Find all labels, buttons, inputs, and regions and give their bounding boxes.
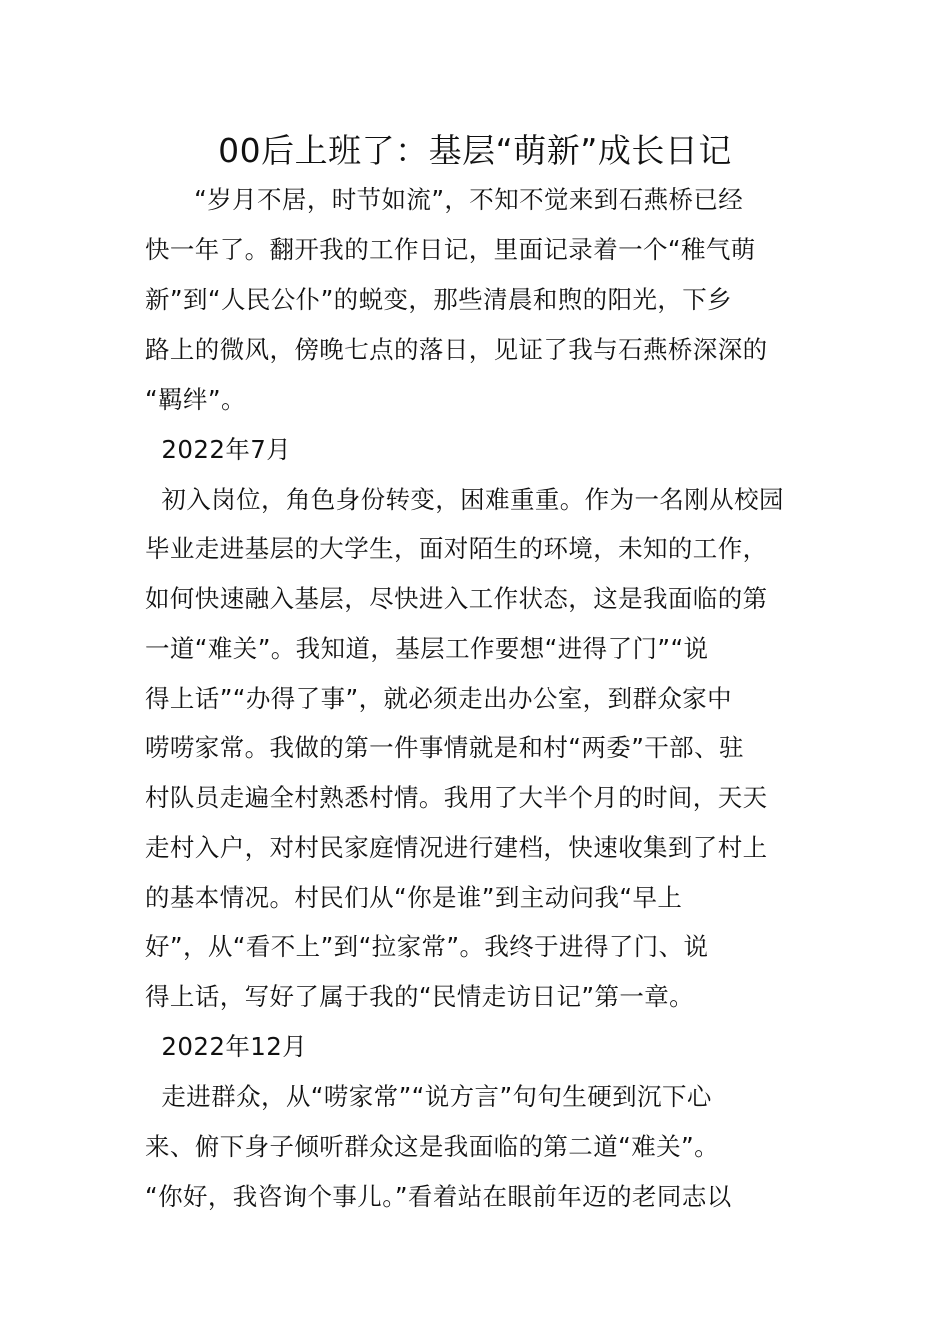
paragraph-line: “羁绊”。 <box>145 385 246 414</box>
date-heading: 2022年12月 <box>145 1032 308 1061</box>
paragraph-line: 快一年了。翻开我的工作日记，里面记录着一个“稚气萌 <box>145 235 756 264</box>
document-title: 00后上班了：基层“萌新”成长日记 <box>218 131 732 170</box>
paragraph-line: 得上话，写好了属于我的“民情走访日记”第一章。 <box>145 982 695 1011</box>
paragraph-line: 村队员走遍全村熟悉村情。我用了大半个月的时间，天天 <box>145 783 768 812</box>
paragraph-line: 的基本情况。村民们从“你是谁”到主动问我“早上 <box>145 883 683 912</box>
paragraph-line: 好”，从“看不上”到“拉家常”。我终于进得了门、说 <box>145 932 709 961</box>
paragraph-line: “你好，我咨询个事儿。”看着站在眼前年迈的老同志以 <box>145 1182 732 1211</box>
paragraph-line: 初入岗位，角色身份转变，困难重重。作为一名刚从校园 <box>145 485 784 514</box>
paragraph-line: “岁月不居，时节如流”，不知不觉来到石燕桥已经 <box>145 185 744 214</box>
paragraph-line: 走村入户，对村民家庭情况进行建档，快速收集到了村上 <box>145 833 768 862</box>
date-heading: 2022年7月 <box>145 435 292 464</box>
paragraph-line: 新”到“人民公仆”的蜕变，那些清晨和煦的阳光，下乡 <box>145 285 733 314</box>
paragraph-line: 来、俯下身子倾听群众这是我面临的第二道“难关”。 <box>145 1132 719 1161</box>
paragraph-line: 得上话”“办得了事”，就必须走出办公室，到群众家中 <box>145 684 733 713</box>
paragraph-line: 毕业走进基层的大学生，面对陌生的环境，未知的工作， <box>145 534 768 563</box>
paragraph-line: 一道“难关”。我知道，基层工作要想“进得了门”“说 <box>145 634 709 663</box>
paragraph-line: 走进群众，从“唠家常”“说方言”句句生硬到沉下心 <box>145 1082 712 1111</box>
paragraph-line: 路上的微风，傍晚七点的落日，见证了我与石燕桥深深的 <box>145 335 768 364</box>
paragraph-line: 如何快速融入基层，尽快进入工作状态，这是我面临的第 <box>145 584 768 613</box>
paragraph-line: 唠唠家常。我做的第一件事情就是和村“两委”干部、驻 <box>145 733 744 762</box>
